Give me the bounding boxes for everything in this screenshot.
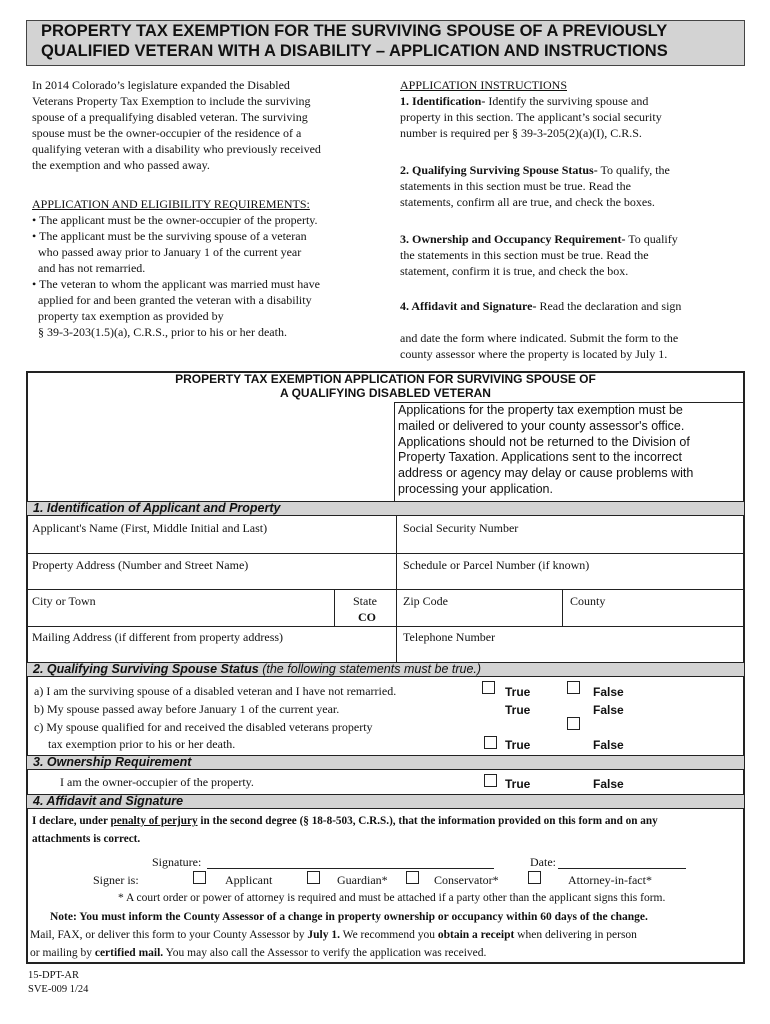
notice-line: Property Taxation. Applications sent to the incorrect	[398, 450, 682, 465]
signer-is-label: Signer is:	[93, 873, 139, 887]
signature-label: Signature:	[152, 855, 202, 869]
section-2-subtitle: (the following statements must be true.)	[258, 662, 482, 676]
declaration-text-cont: attachments is correct.	[32, 833, 141, 845]
declaration-text: in the second degree (§ 18-8-503, C.R.S.), that the information provided on this form and on any	[197, 815, 658, 827]
instruction-2-text: To qualify, the	[597, 163, 670, 177]
declaration-text: I declare, under	[32, 815, 111, 827]
statement-c-true-label: True	[505, 738, 531, 752]
instruction-4-text: Read the declaration and sign	[536, 299, 682, 313]
city-label: City or Town	[32, 594, 96, 608]
instruction-4	[400, 298, 681, 314]
eligibility-line: who passed away prior to January 1 of the current year	[32, 245, 302, 259]
statement-a-true-checkbox[interactable]	[482, 681, 495, 694]
statement-a: a) I am the surviving spouse of a disabled veteran and I have not remarried.	[34, 684, 397, 698]
intro-line: spouse of a prequalifying disabled veteran. The surviving	[32, 110, 308, 124]
instruction-4-text: county assessor where the property is located by July 1.	[400, 347, 668, 361]
form-heading-line1: PROPERTY TAX EXEMPTION APPLICATION FOR SURVIVING SPOUSE OF	[175, 372, 596, 386]
signer-applicant-checkbox[interactable]	[193, 871, 206, 884]
notice-line: mailed or delivered to your county assessor's office.	[398, 418, 685, 433]
notice-line: Applications for the property tax exemption must be	[398, 403, 683, 417]
eligibility-line: and has not remarried.	[32, 261, 146, 275]
instruction-3-text: To qualify	[625, 232, 678, 246]
instruction-4-cont	[400, 330, 678, 362]
statement-a-true-label: True	[505, 685, 531, 699]
intro-line: the exemption and who passed away.	[32, 158, 210, 172]
owner-occupier-false-label: False	[593, 777, 624, 791]
intro-line: In 2014 Colorado’s legislature expanded the Disabled	[32, 78, 290, 92]
signer-attorney-label: Attorney-in-fact*	[568, 873, 652, 887]
penalty-of-perjury-text: penalty of perjury	[110, 815, 198, 827]
instructions-heading: APPLICATION INSTRUCTIONS	[400, 78, 568, 92]
section-3-header: 3. Ownership Requirement	[27, 755, 744, 770]
statement-b: b) My spouse passed away before January 1 of the current year.	[34, 702, 340, 716]
intro-line: qualifying veteran with a disability who previously received	[32, 142, 321, 156]
intro-line: Veterans Property Tax Exemption to include the surviving	[32, 94, 311, 108]
section-2-header	[27, 662, 744, 677]
signer-applicant-label: Applicant	[225, 873, 273, 887]
eligibility-line: § 39-3-203(1.5)(a), C.R.S., prior to his or her death.	[32, 325, 287, 339]
eligibility-line: applied for and been granted the veteran with a disability	[32, 293, 312, 307]
mailing-address-label: Mailing Address (if different from property address)	[32, 630, 284, 644]
statement-b-true-label: True	[505, 703, 531, 717]
signer-conservator-checkbox[interactable]	[406, 871, 419, 884]
state-value: CO	[358, 610, 376, 624]
eligibility-heading: APPLICATION AND ELIGIBILITY REQUIREMENTS:	[32, 197, 310, 211]
instruction-4-text: and date the form where indicated. Submit the form to the	[400, 331, 679, 345]
notice-line: processing your application.	[398, 481, 553, 496]
instruction-1-text: number is required per § 39-3-205(2)(a)(I), C.R.S.	[400, 126, 642, 140]
applicant-name-label: Applicant's Name (First, Middle Initial and Last)	[32, 521, 268, 535]
signature-line[interactable]	[207, 868, 494, 869]
instruction-1-label: 1. Identification-	[400, 94, 486, 108]
mail-text: Mail, FAX, or deliver this form to your County Assessor by	[30, 929, 308, 941]
owner-occupier-true-checkbox[interactable]	[484, 774, 497, 787]
submission-notice	[398, 403, 693, 498]
intro-paragraph	[32, 77, 321, 173]
statement-b-false-label: False	[593, 703, 624, 717]
signer-guardian-label: Guardian*	[337, 873, 388, 887]
form-title	[26, 20, 745, 66]
signer-attorney-checkbox[interactable]	[528, 871, 541, 884]
form-title-line1: PROPERTY TAX EXEMPTION FOR THE SURVIVING SPOUSE OF A PREVIOUSLY	[41, 22, 668, 40]
statement-c-false-label: False	[593, 738, 624, 752]
mail-text: when delivering in person	[514, 929, 637, 941]
instruction-2-label: 2. Qualifying Surviving Spouse Status-	[400, 163, 598, 177]
mail-text: or mailing by	[30, 947, 95, 959]
owner-occupier-true-label: True	[505, 777, 531, 791]
date-label: Date:	[530, 855, 556, 869]
instruction-3-text: the statements in this section must be true. Read the	[400, 248, 649, 262]
court-order-footnote: * A court order or power of attorney is required and must be attached if a party other than the applicant signs this form.	[118, 892, 666, 904]
application-instructions	[400, 77, 662, 141]
state-label: State	[353, 594, 377, 608]
section-4-header: 4. Affidavit and Signature	[27, 794, 744, 809]
instruction-2-text: statements, confirm all are true, and check the boxes.	[400, 195, 655, 209]
mail-text: You may also call the Assessor to verify the application was received.	[163, 947, 487, 959]
date-line[interactable]	[558, 868, 686, 869]
zip-label: Zip Code	[403, 594, 448, 608]
owner-occupier-statement: I am the owner-occupier of the property.	[60, 775, 254, 789]
signer-guardian-checkbox[interactable]	[307, 871, 320, 884]
certified-mail-text: certified mail.	[94, 947, 164, 959]
eligibility-line: • The applicant must be the owner-occupier of the property.	[32, 213, 318, 227]
instruction-3-text: statement, confirm it is true, and check the box.	[400, 264, 629, 278]
eligibility-line: • The applicant must be the surviving spouse of a veteran	[32, 229, 307, 243]
statement-c-false-checkbox[interactable]	[567, 717, 580, 730]
mail-text: We recommend you	[339, 929, 438, 941]
change-notice: Note: You must inform the County Assessor of a change in property ownership or occupancy within 60 days of the change.	[50, 911, 648, 923]
statement-c-true-checkbox[interactable]	[484, 736, 497, 749]
property-address-label: Property Address (Number and Street Name)	[32, 558, 249, 572]
statement-c-cont: tax exemption prior to his or her death.	[48, 737, 236, 751]
section-1-header: 1. Identification of Applicant and Property	[27, 501, 744, 516]
telephone-label: Telephone Number	[403, 630, 496, 644]
receipt-text: obtain a receipt	[437, 929, 515, 941]
eligibility-line: property tax exemption as provided by	[32, 309, 224, 323]
mail-instructions-cont	[30, 946, 486, 961]
perjury-declaration	[32, 814, 658, 829]
deadline-text: July 1.	[307, 929, 340, 941]
statement-a-false-label: False	[593, 685, 624, 699]
notice-line: Applications should not be returned to the Division of	[398, 434, 690, 449]
ssn-label: Social Security Number	[403, 521, 519, 535]
form-title-line2: QUALIFIED VETERAN WITH A DISABILITY – APPLICATION AND INSTRUCTIONS	[41, 42, 668, 60]
instruction-4-label: 4. Affidavit and Signature-	[400, 299, 537, 313]
form-version: SVE-009 1/24	[28, 984, 89, 995]
intro-line: spouse must be the owner-occupier of the residence of a	[32, 126, 302, 140]
instruction-3	[400, 231, 678, 279]
statement-c: c) My spouse qualified for and received the disabled veterans property	[34, 720, 373, 734]
section-2-title: 2. Qualifying Surviving Spouse Status	[33, 662, 259, 676]
form-heading	[26, 372, 745, 400]
instruction-1-text: property in this section. The applicant’s social security	[400, 110, 662, 124]
signer-conservator-label: Conservator*	[434, 873, 499, 887]
parcel-number-label: Schedule or Parcel Number (if known)	[403, 558, 590, 572]
instruction-2	[400, 162, 670, 210]
eligibility-line: • The veteran to whom the applicant was married must have	[32, 277, 320, 291]
county-label: County	[570, 594, 606, 608]
instruction-3-label: 3. Ownership and Occupancy Requirement-	[400, 232, 626, 246]
eligibility-requirements	[32, 196, 320, 340]
form-code: 15-DPT-AR	[28, 970, 79, 981]
form-heading-line2: A QUALIFYING DISABLED VETERAN	[280, 386, 491, 400]
instruction-1-text: Identify the surviving spouse and	[485, 94, 649, 108]
instruction-2-text: statements in this section must be true. Read the	[400, 179, 631, 193]
statement-a-false-checkbox[interactable]	[567, 681, 580, 694]
mail-instructions	[30, 928, 637, 943]
notice-line: address or agency may delay or cause problems with	[398, 466, 694, 481]
